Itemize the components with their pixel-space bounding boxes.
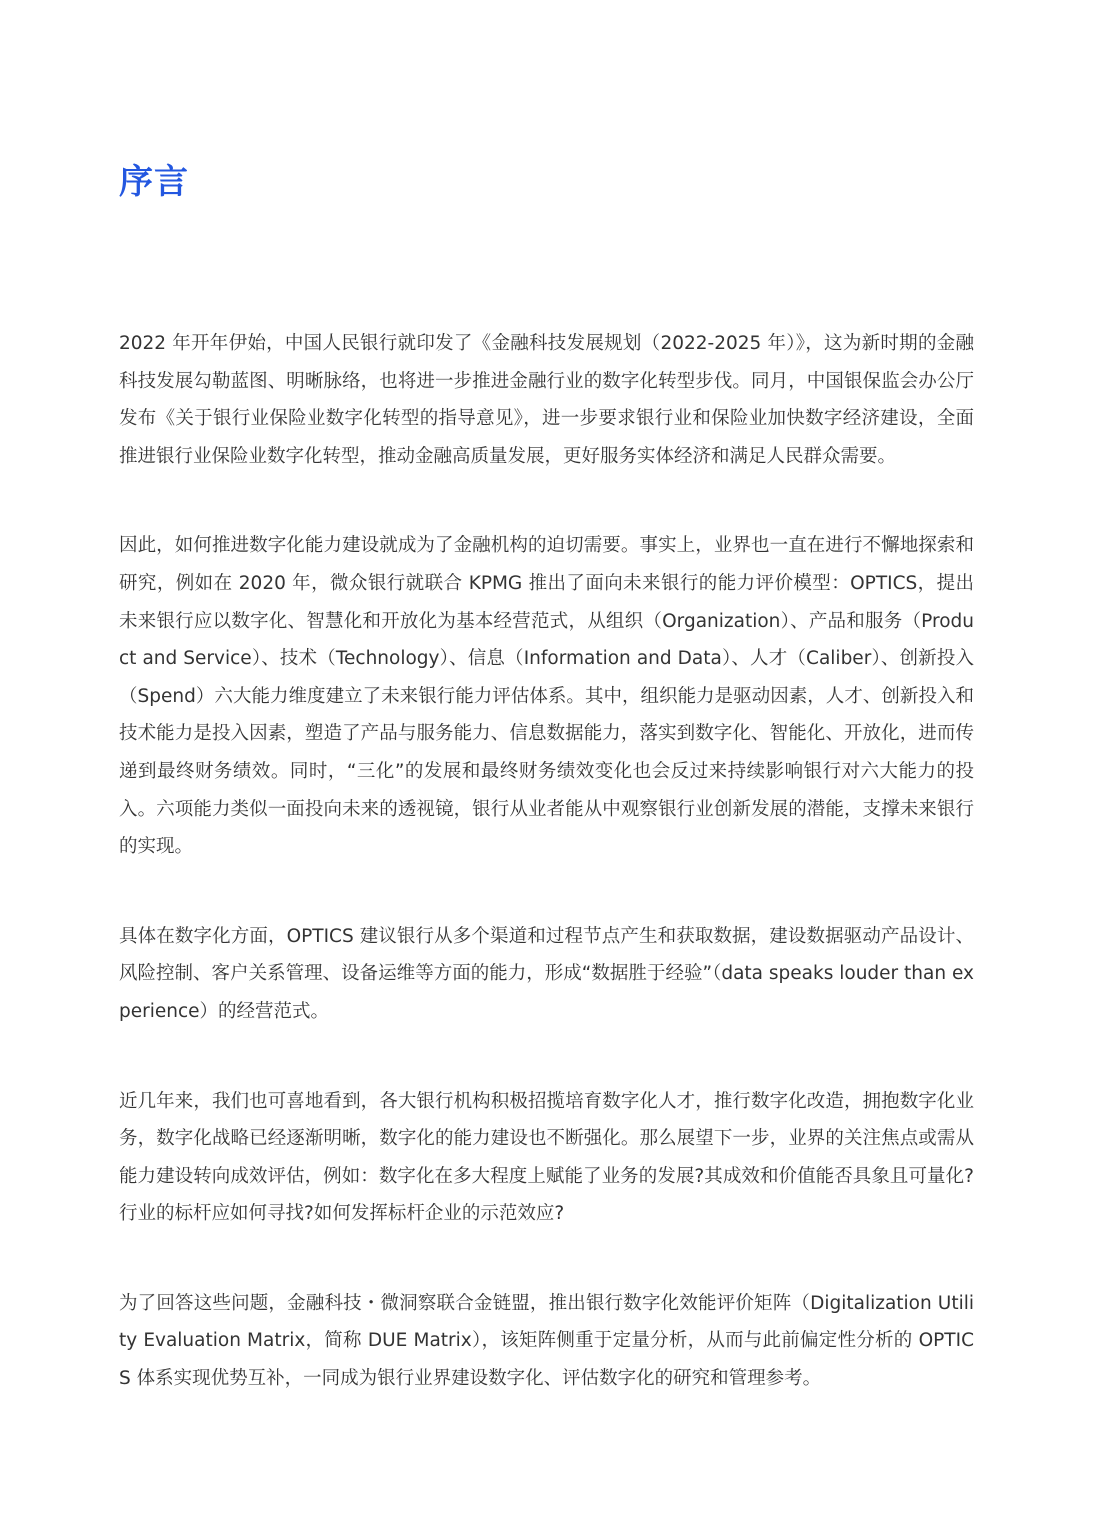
paragraph-1: 2022 年开年伊始，中国人民银行就印发了《金融科技发展规划（2022-2025 年）》，这为新时期的金融科技发展勾勒蓝图、明晰脉络，也将进一步推进金融行业的数字化转型步伐。同月，中国银保监会办公厅发布《关于银行业保险业数字化转型的指导意见》，进一步要求银行业和保险业加快数字经济建设，全面推进银行业保险业数字化转型，推动金融高质量发展，更好服务实体经济和满足人民群众需要。: [119, 333, 974, 467]
paragraph-2: 因此，如何推进数字化能力建设就成为了金融机构的迫切需要。事实上，业界也一直在进行不懈地探索和研究，例如在 2020 年，微众银行就联合 KPMG 推出了面向未来银行的能力评价模型：OPTICS，提出未来银行应以数字化、智慧化和开放化为基本经营范式，从组织（Organization）、产品和服务（Product and Service）、技术（Technology）、信息（Information and Data）、人才（Caliber）、创新投入（Spend）六大能力维度建立了未来银行能力评估体系。其中，组织能力是驱动因素，人才、创新投入和技术能力是投入因素，塑造了产品与服务能力、信息数据能力，落实到数字化、智能化、开放化，进而传递到最终财务绩效。同时，“三化”的发展和最终财务绩效变化也会反过来持续影响银行对六大能力的投入。六项能力类似一面投向未来的透视镜，银行从业者能从中观察银行业创新发展的潜能，支撑未来银行的实现。: [119, 535, 974, 858]
paragraph-3: 具体在数字化方面，OPTICS 建议银行从多个渠道和过程节点产生和获取数据，建设数据驱动产品设计、风险控制、客户关系管理、设备运维等方面的能力，形成“数据胜于经验”（data speaks louder than experience）的经营范式。: [119, 925, 974, 1022]
page-title: 序言: [119, 162, 189, 202]
preface-body: [119, 325, 974, 1398]
paragraph-5: 为了回答这些问题，金融科技・微洞察联合金链盟，推出银行数字化效能评价矩阵（Digitalization Utility Evaluation Matrix，简称 DUE Matrix），该矩阵侧重于定量分析，从而与此前偏定性分析的 OPTICS 体系实现优势互补，一同成为银行业界建设数字化、评估数字化的研究和管理参考。: [119, 1292, 974, 1390]
paragraph-4: 近几年来，我们也可喜地看到，各大银行机构积极招揽培育数字化人才，推行数字化改造，拥抱数字化业务，数字化战略已经逐渐明晰，数字化的能力建设也不断强化。那么展望下一步，业界的关注焦点或需从能力建设转向成效评估，例如：数字化在多大程度上赋能了业务的发展?其成效和价值能否具象且可量化?行业的标杆应如何寻找?如何发挥标杆企业的示范效应?: [119, 1090, 974, 1225]
